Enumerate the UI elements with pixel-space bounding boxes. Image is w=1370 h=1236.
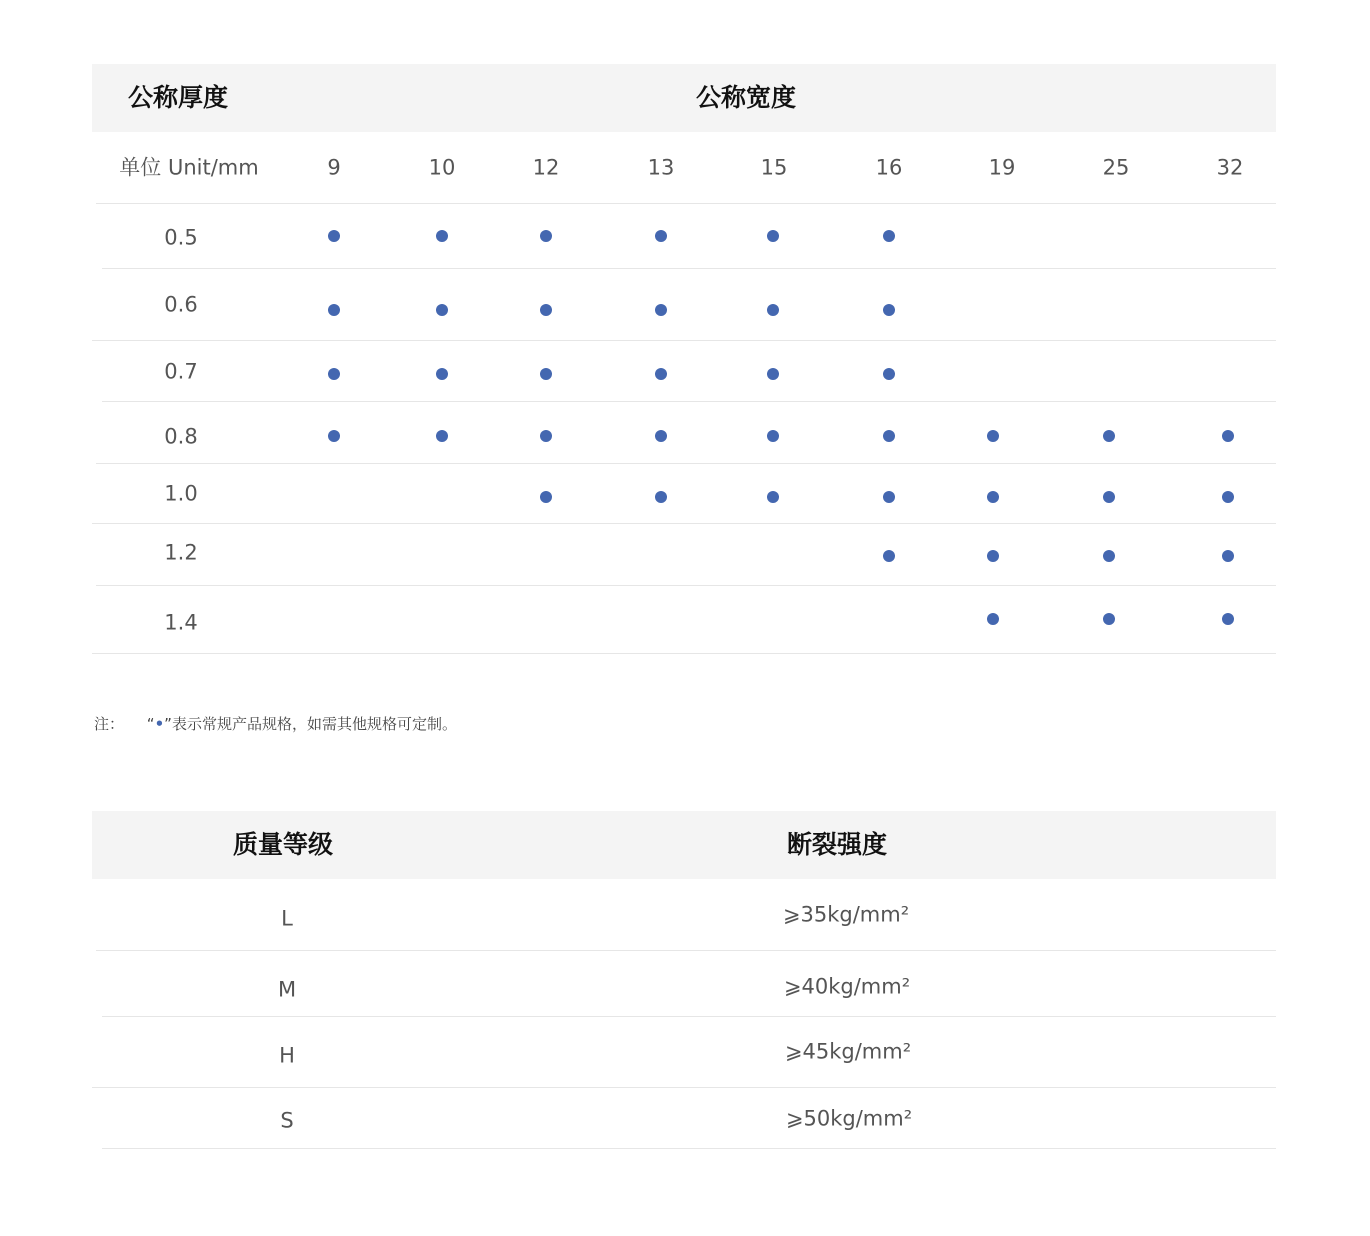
grade-value: L: [281, 906, 293, 931]
availability-dot: [767, 230, 779, 242]
availability-dot: [540, 430, 552, 442]
thickness-value: 0.5: [164, 225, 198, 250]
availability-dot: [767, 491, 779, 503]
grade-value: M: [277, 977, 297, 1002]
footnote: [94, 714, 457, 734]
footnote-prefix: 注：: [94, 715, 125, 733]
availability-dot: [655, 304, 667, 316]
row-divider: [102, 1148, 1276, 1149]
availability-dot: [655, 368, 667, 380]
row-divider: [96, 203, 1276, 204]
availability-dot: [436, 304, 448, 316]
availability-dot: [1222, 491, 1234, 503]
availability-dot: [328, 368, 340, 380]
unit-label: 单位 Unit/mm: [119, 155, 259, 180]
availability-dot: [987, 613, 999, 625]
grade-value: S: [280, 1108, 294, 1133]
availability-dot: [883, 304, 895, 316]
availability-dot: [767, 430, 779, 442]
strength-value: ⩾45kg/mm²: [784, 1039, 912, 1064]
row-divider: [102, 401, 1276, 402]
availability-dot: [655, 491, 667, 503]
strength-value: ⩾40kg/mm²: [783, 974, 911, 999]
grade-value: H: [279, 1043, 295, 1068]
availability-dot: [883, 550, 895, 562]
availability-dot: [655, 230, 667, 242]
thickness-value: 0.8: [164, 424, 198, 449]
thickness-value: 0.7: [164, 359, 198, 384]
availability-dot: [1103, 550, 1115, 562]
availability-dot: [767, 368, 779, 380]
row-divider: [92, 653, 1276, 654]
width-column-header: 15: [760, 155, 788, 180]
width-column-header: 16: [875, 155, 903, 180]
availability-dot: [328, 304, 340, 316]
availability-dot: [883, 230, 895, 242]
footnote-close-quote: ”: [164, 715, 172, 733]
row-divider: [92, 340, 1276, 341]
thickness-value: 1.0: [164, 481, 198, 506]
footnote-dot-mark: •: [154, 715, 165, 733]
availability-dot: [328, 230, 340, 242]
footnote-open-quote: “: [146, 715, 155, 733]
thickness-value: 0.6: [164, 292, 198, 317]
header-nominal-width: 公称宽度: [696, 83, 797, 112]
width-column-header: 10: [428, 155, 456, 180]
availability-dot: [1222, 550, 1234, 562]
thickness-value: 1.2: [164, 540, 198, 565]
width-column-header: 13: [647, 155, 675, 180]
availability-dot: [1103, 491, 1115, 503]
width-column-header: 25: [1102, 155, 1130, 180]
availability-dot: [436, 368, 448, 380]
thickness-value: 1.4: [164, 610, 198, 635]
availability-dot: [1103, 613, 1115, 625]
header-breaking-strength: 断裂强度: [787, 830, 888, 859]
header-nominal-thickness: 公称厚度: [128, 83, 229, 112]
strength-value: ⩾50kg/mm²: [785, 1106, 913, 1131]
row-divider: [102, 268, 1276, 269]
availability-dot: [1222, 430, 1234, 442]
spec-table-header-band: [92, 64, 1276, 132]
availability-dot: [436, 230, 448, 242]
availability-dot: [1222, 613, 1234, 625]
width-column-header: 19: [988, 155, 1016, 180]
availability-dot: [987, 550, 999, 562]
width-column-header: 9: [327, 155, 341, 180]
row-divider: [96, 463, 1276, 464]
availability-dot: [883, 430, 895, 442]
strength-value: ⩾35kg/mm²: [782, 902, 910, 927]
availability-dot: [436, 430, 448, 442]
availability-dot: [540, 491, 552, 503]
row-divider: [96, 950, 1276, 951]
availability-dot: [883, 491, 895, 503]
row-divider: [92, 523, 1276, 524]
row-divider: [92, 1087, 1276, 1088]
availability-dot: [987, 430, 999, 442]
availability-dot: [540, 230, 552, 242]
availability-dot: [767, 304, 779, 316]
availability-dot: [987, 491, 999, 503]
availability-dot: [328, 430, 340, 442]
row-divider: [96, 585, 1276, 586]
row-divider: [102, 1016, 1276, 1017]
availability-dot: [540, 368, 552, 380]
availability-dot: [540, 304, 552, 316]
availability-dot: [655, 430, 667, 442]
footnote-text: 表示常规产品规格，如需其他规格可定制。: [171, 715, 457, 733]
availability-dot: [883, 368, 895, 380]
width-column-header: 12: [532, 155, 560, 180]
width-column-header: 32: [1216, 155, 1244, 180]
availability-dot: [1103, 430, 1115, 442]
header-quality-grade: 质量等级: [233, 830, 334, 859]
